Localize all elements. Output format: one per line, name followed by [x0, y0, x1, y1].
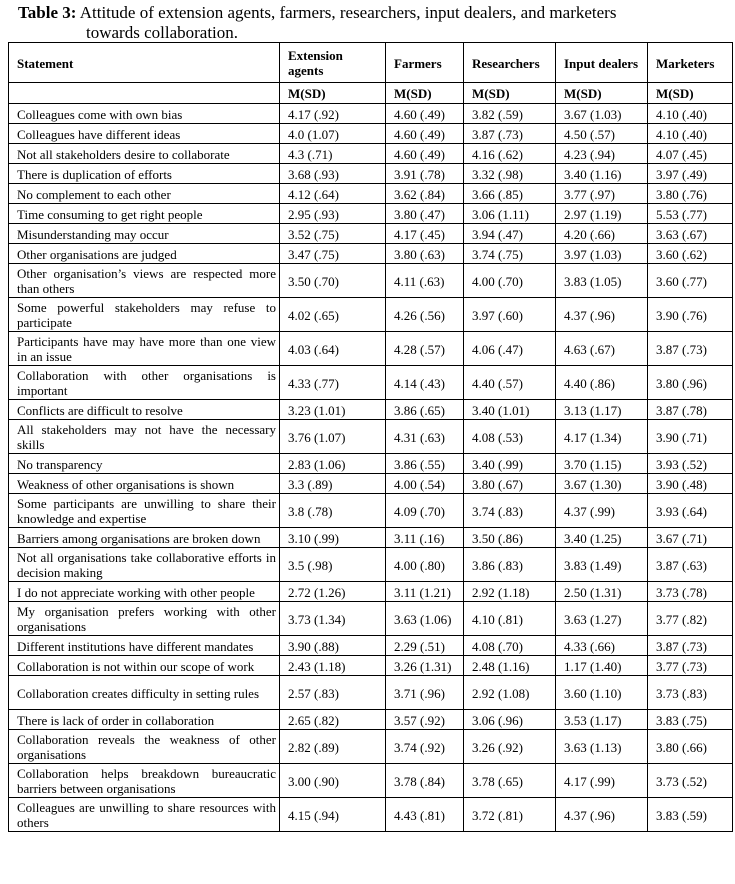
table-row	[9, 332, 733, 366]
farmers-cell: 4.26 (.56)	[386, 298, 464, 332]
extension-agents-cell: 3.73 (1.34)	[280, 602, 386, 636]
researchers-cell: 2.92 (1.18)	[464, 582, 556, 602]
statement-cell: I do not appreciate working with other people	[9, 582, 280, 602]
marketers-cell: 3.80 (.96)	[648, 366, 733, 400]
marketers-cell: 3.73 (.52)	[648, 764, 733, 798]
table-row	[9, 764, 733, 798]
extension-agents-cell: 3.90 (.88)	[280, 636, 386, 656]
farmers-cell: 4.60 (.49)	[386, 144, 464, 164]
researchers-cell: 3.50 (.86)	[464, 528, 556, 548]
extension-agents-cell: 2.57 (.83)	[280, 676, 386, 710]
subheader-row	[9, 83, 733, 104]
input-dealers-cell: 2.50 (1.31)	[556, 582, 648, 602]
researchers-cell: 4.06 (.47)	[464, 332, 556, 366]
extension-agents-cell: 2.83 (1.06)	[280, 454, 386, 474]
input-dealers-cell: 3.13 (1.17)	[556, 400, 648, 420]
statement-cell: Collaboration is not within our scope of work	[9, 656, 280, 676]
extension-agents-cell: 2.72 (1.26)	[280, 582, 386, 602]
farmers-cell: 2.29 (.51)	[386, 636, 464, 656]
researchers-cell: 3.40 (1.01)	[464, 400, 556, 420]
marketers-cell: 3.87 (.73)	[648, 332, 733, 366]
researchers-cell: 3.72 (.81)	[464, 798, 556, 832]
farmers-cell: 3.11 (.16)	[386, 528, 464, 548]
marketers-cell: 3.67 (.71)	[648, 528, 733, 548]
researchers-cell: 3.97 (.60)	[464, 298, 556, 332]
statement-cell: All stakeholders may not have the necessary skills	[9, 420, 280, 454]
statement-cell: Collaboration creates difficulty in setting rules	[9, 676, 280, 710]
marketers-cell: 3.93 (.52)	[648, 454, 733, 474]
input-dealers-cell: 3.53 (1.17)	[556, 710, 648, 730]
extension-agents-cell: 4.15 (.94)	[280, 798, 386, 832]
input-dealers-cell: 3.60 (1.10)	[556, 676, 648, 710]
extension-agents-cell: 3.3 (.89)	[280, 474, 386, 494]
farmers-cell: 3.86 (.55)	[386, 454, 464, 474]
statement-cell: Colleagues come with own bias	[9, 104, 280, 124]
marketers-cell: 3.83 (.59)	[648, 798, 733, 832]
marketers-cell: 3.87 (.73)	[648, 636, 733, 656]
researchers-cell: 2.48 (1.16)	[464, 656, 556, 676]
caption-text-line1: Attitude of extension agents, farmers, researchers, input dealers, and marketers	[79, 3, 617, 22]
researchers-cell: 3.80 (.67)	[464, 474, 556, 494]
statement-cell: Barriers among organisations are broken down	[9, 528, 280, 548]
input-dealers-cell: 4.63 (.67)	[556, 332, 648, 366]
table-row	[9, 366, 733, 400]
marketers-cell: 3.73 (.78)	[648, 582, 733, 602]
table-row	[9, 656, 733, 676]
table-row	[9, 710, 733, 730]
extension-agents-cell: 4.12 (.64)	[280, 184, 386, 204]
table-row	[9, 494, 733, 528]
statement-cell: Other organisation’s views are respected more than others	[9, 264, 280, 298]
researchers-cell: 4.40 (.57)	[464, 366, 556, 400]
marketers-cell: 4.10 (.40)	[648, 124, 733, 144]
researchers-cell: 3.78 (.65)	[464, 764, 556, 798]
farmers-cell: 3.78 (.84)	[386, 764, 464, 798]
table-row	[9, 636, 733, 656]
extension-agents-cell: 3.52 (.75)	[280, 224, 386, 244]
farmers-cell: 3.63 (1.06)	[386, 602, 464, 636]
farmers-cell: 3.57 (.92)	[386, 710, 464, 730]
table-row	[9, 602, 733, 636]
input-dealers-cell: 3.77 (.97)	[556, 184, 648, 204]
column-header-farmers: Farmers	[386, 43, 464, 83]
table-row	[9, 224, 733, 244]
marketers-cell: 3.87 (.63)	[648, 548, 733, 582]
marketers-cell: 3.60 (.62)	[648, 244, 733, 264]
caption-text-line2: towards collaboration.	[86, 23, 239, 42]
input-dealers-cell: 4.37 (.99)	[556, 494, 648, 528]
researchers-cell: 3.87 (.73)	[464, 124, 556, 144]
statement-cell: Some participants are unwilling to share their knowledge and expertise	[9, 494, 280, 528]
table-row	[9, 454, 733, 474]
input-dealers-cell: 3.83 (1.49)	[556, 548, 648, 582]
extension-agents-cell: 2.82 (.89)	[280, 730, 386, 764]
extension-agents-cell: 3.47 (.75)	[280, 244, 386, 264]
input-dealers-cell: 4.33 (.66)	[556, 636, 648, 656]
researchers-cell: 3.40 (.99)	[464, 454, 556, 474]
table-row	[9, 264, 733, 298]
marketers-cell: 3.77 (.82)	[648, 602, 733, 636]
statement-cell: Other organisations are judged	[9, 244, 280, 264]
statement-cell: Time consuming to get right people	[9, 204, 280, 224]
table-caption	[18, 3, 718, 43]
table-row	[9, 400, 733, 420]
statement-cell: Collaboration with other organisations is important	[9, 366, 280, 400]
extension-agents-cell: 3.10 (.99)	[280, 528, 386, 548]
farmers-cell: 3.26 (1.31)	[386, 656, 464, 676]
marketers-cell: 3.90 (.76)	[648, 298, 733, 332]
table-row	[9, 474, 733, 494]
statement-cell: Collaboration helps breakdown bureaucratic barriers between organisations	[9, 764, 280, 798]
table-row	[9, 798, 733, 832]
researchers-cell: 3.86 (.83)	[464, 548, 556, 582]
caption-label: Table 3:	[18, 3, 77, 22]
researchers-cell: 4.10 (.81)	[464, 602, 556, 636]
table-row	[9, 124, 733, 144]
farmers-cell: 4.60 (.49)	[386, 124, 464, 144]
statement-cell: No transparency	[9, 454, 280, 474]
statement-cell: Misunderstanding may occur	[9, 224, 280, 244]
attitude-table	[8, 42, 733, 832]
farmers-cell: 3.80 (.63)	[386, 244, 464, 264]
farmers-cell: 4.14 (.43)	[386, 366, 464, 400]
table-row	[9, 298, 733, 332]
marketers-cell: 3.77 (.73)	[648, 656, 733, 676]
researchers-cell: 4.08 (.70)	[464, 636, 556, 656]
marketers-cell: 3.60 (.77)	[648, 264, 733, 298]
input-dealers-cell: 3.67 (1.30)	[556, 474, 648, 494]
statement-cell: Weakness of other organisations is shown	[9, 474, 280, 494]
marketers-cell: 3.83 (.75)	[648, 710, 733, 730]
table-row	[9, 676, 733, 710]
column-header-researchers: Researchers	[464, 43, 556, 83]
extension-agents-cell: 4.3 (.71)	[280, 144, 386, 164]
table-row	[9, 204, 733, 224]
extension-agents-cell: 2.95 (.93)	[280, 204, 386, 224]
farmers-cell: 4.43 (.81)	[386, 798, 464, 832]
column-subheader-statement	[9, 83, 280, 104]
statement-cell: There is duplication of efforts	[9, 164, 280, 184]
extension-agents-cell: 2.43 (1.18)	[280, 656, 386, 676]
researchers-cell: 3.26 (.92)	[464, 730, 556, 764]
researchers-cell: 3.82 (.59)	[464, 104, 556, 124]
statement-cell: Not all stakeholders desire to collaborate	[9, 144, 280, 164]
farmers-cell: 3.11 (1.21)	[386, 582, 464, 602]
extension-agents-cell: 4.02 (.65)	[280, 298, 386, 332]
marketers-cell: 3.80 (.76)	[648, 184, 733, 204]
farmers-cell: 4.28 (.57)	[386, 332, 464, 366]
researchers-cell: 3.06 (1.11)	[464, 204, 556, 224]
table-row	[9, 104, 733, 124]
input-dealers-cell: 4.50 (.57)	[556, 124, 648, 144]
statement-cell: Participants have may have more than one view in an issue	[9, 332, 280, 366]
table-row	[9, 184, 733, 204]
table-row	[9, 582, 733, 602]
column-subheader-extension-agents: M(SD)	[280, 83, 386, 104]
extension-agents-cell: 4.17 (.92)	[280, 104, 386, 124]
input-dealers-cell: 3.97 (1.03)	[556, 244, 648, 264]
table-row	[9, 244, 733, 264]
input-dealers-cell: 4.17 (1.34)	[556, 420, 648, 454]
farmers-cell: 3.71 (.96)	[386, 676, 464, 710]
input-dealers-cell: 3.40 (1.25)	[556, 528, 648, 548]
column-header-statement: Statement	[9, 43, 280, 83]
input-dealers-cell: 3.40 (1.16)	[556, 164, 648, 184]
extension-agents-cell: 3.8 (.78)	[280, 494, 386, 528]
statement-cell: Not all organisations take collaborative efforts in decision making	[9, 548, 280, 582]
table-row	[9, 144, 733, 164]
column-subheader-researchers: M(SD)	[464, 83, 556, 104]
table-row	[9, 528, 733, 548]
marketers-cell: 3.63 (.67)	[648, 224, 733, 244]
marketers-cell: 3.90 (.48)	[648, 474, 733, 494]
farmers-cell: 4.31 (.63)	[386, 420, 464, 454]
farmers-cell: 3.62 (.84)	[386, 184, 464, 204]
input-dealers-cell: 4.37 (.96)	[556, 298, 648, 332]
farmers-cell: 4.17 (.45)	[386, 224, 464, 244]
farmers-cell: 3.86 (.65)	[386, 400, 464, 420]
researchers-cell: 3.94 (.47)	[464, 224, 556, 244]
extension-agents-cell: 3.50 (.70)	[280, 264, 386, 298]
input-dealers-cell: 4.23 (.94)	[556, 144, 648, 164]
input-dealers-cell: 4.37 (.96)	[556, 798, 648, 832]
input-dealers-cell: 4.17 (.99)	[556, 764, 648, 798]
column-header-marketers: Marketers	[648, 43, 733, 83]
input-dealers-cell: 1.17 (1.40)	[556, 656, 648, 676]
table-row	[9, 548, 733, 582]
farmers-cell: 4.00 (.54)	[386, 474, 464, 494]
statement-cell: There is lack of order in collaboration	[9, 710, 280, 730]
researchers-cell: 3.32 (.98)	[464, 164, 556, 184]
farmers-cell: 4.09 (.70)	[386, 494, 464, 528]
column-subheader-farmers: M(SD)	[386, 83, 464, 104]
marketers-cell: 4.07 (.45)	[648, 144, 733, 164]
input-dealers-cell: 2.97 (1.19)	[556, 204, 648, 224]
farmers-cell: 4.60 (.49)	[386, 104, 464, 124]
marketers-cell: 3.73 (.83)	[648, 676, 733, 710]
farmers-cell: 4.11 (.63)	[386, 264, 464, 298]
column-subheader-marketers: M(SD)	[648, 83, 733, 104]
farmers-cell: 3.91 (.78)	[386, 164, 464, 184]
extension-agents-cell: 4.03 (.64)	[280, 332, 386, 366]
researchers-cell: 2.92 (1.08)	[464, 676, 556, 710]
marketers-cell: 3.93 (.64)	[648, 494, 733, 528]
statement-cell: Colleagues are unwilling to share resources with others	[9, 798, 280, 832]
researchers-cell: 3.74 (.83)	[464, 494, 556, 528]
marketers-cell: 4.10 (.40)	[648, 104, 733, 124]
extension-agents-cell: 3.5 (.98)	[280, 548, 386, 582]
extension-agents-cell: 4.0 (1.07)	[280, 124, 386, 144]
extension-agents-cell: 4.33 (.77)	[280, 366, 386, 400]
input-dealers-cell: 3.63 (1.27)	[556, 602, 648, 636]
researchers-cell: 4.08 (.53)	[464, 420, 556, 454]
extension-agents-cell: 3.23 (1.01)	[280, 400, 386, 420]
extension-agents-cell: 3.76 (1.07)	[280, 420, 386, 454]
farmers-cell: 3.74 (.92)	[386, 730, 464, 764]
statement-cell: Conflicts are difficult to resolve	[9, 400, 280, 420]
table-row	[9, 420, 733, 454]
extension-agents-cell: 2.65 (.82)	[280, 710, 386, 730]
statement-cell: Colleagues have different ideas	[9, 124, 280, 144]
input-dealers-cell: 3.83 (1.05)	[556, 264, 648, 298]
statement-cell: Collaboration reveals the weakness of other organisations	[9, 730, 280, 764]
column-header-extension-agents: Extension agents	[280, 43, 386, 83]
statement-cell: Different institutions have different mandates	[9, 636, 280, 656]
researchers-cell: 3.74 (.75)	[464, 244, 556, 264]
marketers-cell: 3.80 (.66)	[648, 730, 733, 764]
farmers-cell: 3.80 (.47)	[386, 204, 464, 224]
table-row	[9, 730, 733, 764]
input-dealers-cell: 4.20 (.66)	[556, 224, 648, 244]
marketers-cell: 3.87 (.78)	[648, 400, 733, 420]
researchers-cell: 4.00 (.70)	[464, 264, 556, 298]
input-dealers-cell: 3.70 (1.15)	[556, 454, 648, 474]
researchers-cell: 3.06 (.96)	[464, 710, 556, 730]
input-dealers-cell: 3.67 (1.03)	[556, 104, 648, 124]
table-row	[9, 164, 733, 184]
input-dealers-cell: 3.63 (1.13)	[556, 730, 648, 764]
researchers-cell: 3.66 (.85)	[464, 184, 556, 204]
farmers-cell: 4.00 (.80)	[386, 548, 464, 582]
input-dealers-cell: 4.40 (.86)	[556, 366, 648, 400]
statement-cell: Some powerful stakeholders may refuse to participate	[9, 298, 280, 332]
column-header-input-dealers: Input dealers	[556, 43, 648, 83]
statement-cell: No complement to each other	[9, 184, 280, 204]
marketers-cell: 3.97 (.49)	[648, 164, 733, 184]
extension-agents-cell: 3.00 (.90)	[280, 764, 386, 798]
marketers-cell: 3.90 (.71)	[648, 420, 733, 454]
column-subheader-input-dealers: M(SD)	[556, 83, 648, 104]
marketers-cell: 5.53 (.77)	[648, 204, 733, 224]
extension-agents-cell: 3.68 (.93)	[280, 164, 386, 184]
researchers-cell: 4.16 (.62)	[464, 144, 556, 164]
statement-cell: My organisation prefers working with other organisations	[9, 602, 280, 636]
header-row	[9, 43, 733, 83]
